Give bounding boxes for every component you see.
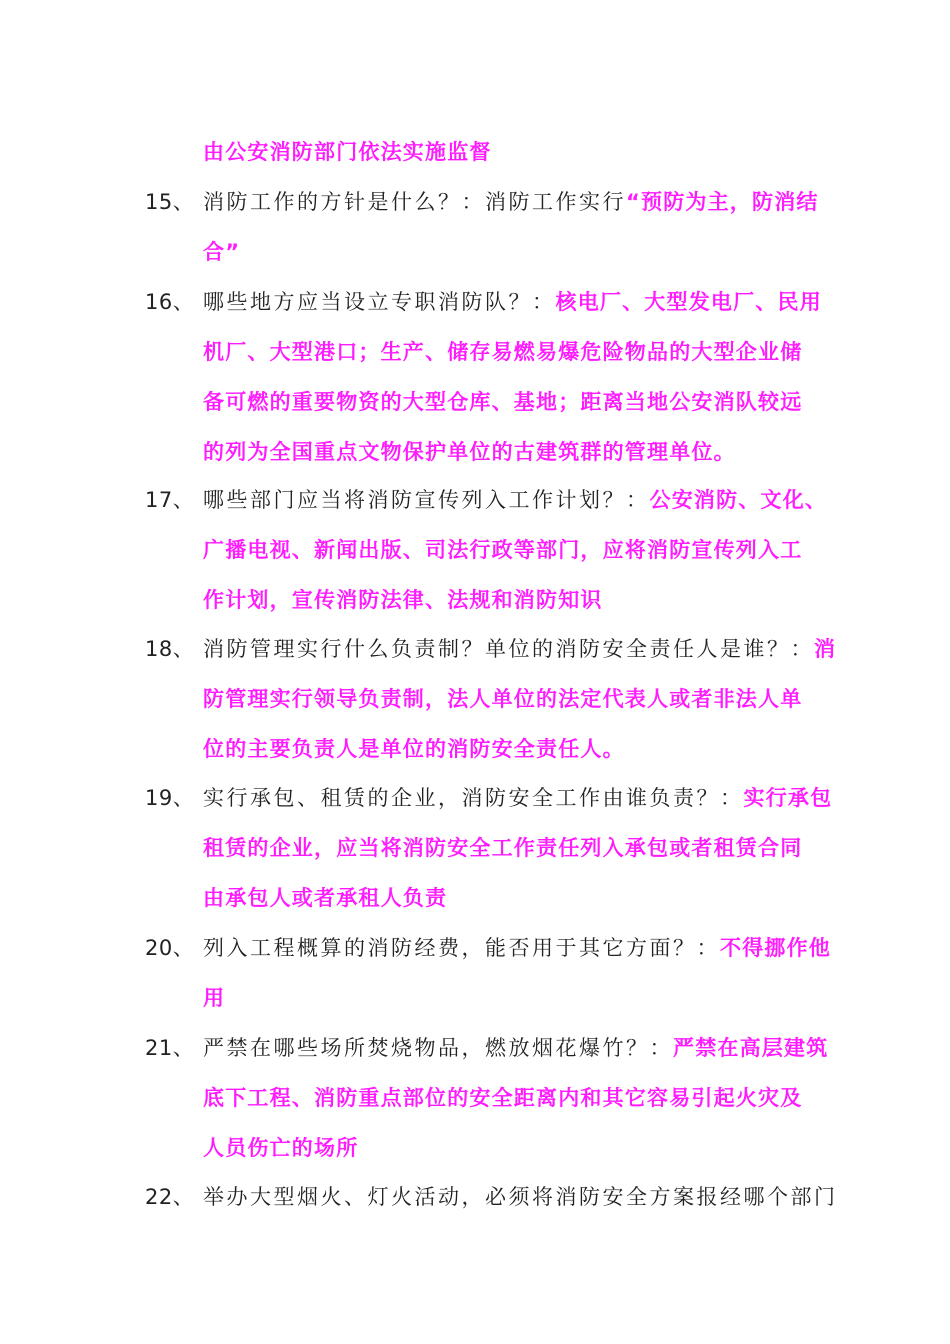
item-number: 19、 <box>145 786 195 810</box>
answer-text: 人员伤亡的场所 <box>203 1136 359 1160</box>
item-number: 22、 <box>145 1185 195 1209</box>
qa-line <box>0 973 950 1023</box>
question-text: 哪些地方应当设立专职消防队？： <box>203 290 556 314</box>
question-text: 实行承包、租赁的企业，消防安全工作由谁负责？： <box>203 786 744 810</box>
answer-text: 的列为全国重点文物保护单位的古建筑群的管理单位。 <box>203 440 736 464</box>
qa-item-21 <box>0 1023 950 1173</box>
qa-line <box>0 873 950 923</box>
qa-item-19 <box>0 773 950 923</box>
item-number: 15、 <box>145 190 195 214</box>
qa-line <box>0 575 950 625</box>
answer-text: 严禁在高层建筑 <box>673 1036 829 1060</box>
answer-text: 备可燃的重要物资的大型仓库、基地；距离当地公安消队较远 <box>203 390 803 414</box>
qa-line <box>0 327 950 377</box>
intro-line <box>0 127 950 177</box>
item-number: 21、 <box>145 1036 195 1060</box>
qa-line <box>0 1172 950 1222</box>
answer-text: 公安消防、文化、 <box>649 488 828 512</box>
qa-item-20 <box>0 923 950 1023</box>
answer-text: 租赁的企业，应当将消防安全工作责任列入承包或者租赁合同 <box>203 836 803 860</box>
qa-line <box>0 1123 950 1173</box>
question-text: 哪些部门应当将消防宣传列入工作计划？： <box>203 488 650 512</box>
item-number: 17、 <box>145 488 195 512</box>
qa-line <box>0 525 950 575</box>
qa-line <box>0 624 950 674</box>
qa-line <box>0 773 950 823</box>
qa-line <box>0 823 950 873</box>
answer-text: 不得挪作他 <box>720 936 831 960</box>
qa-line <box>0 923 950 973</box>
qa-line <box>0 475 950 525</box>
intro-answer-text: 由公安消防部门依法实施监督 <box>203 140 492 164</box>
answer-text: 核电厂、大型发电厂、民用 <box>555 290 822 314</box>
answer-text: 作计划，宣传消防法律、法规和消防知识 <box>203 588 603 612</box>
qa-item-16 <box>0 277 950 477</box>
qa-line <box>0 427 950 477</box>
answer-text: 机厂、大型港口；生产、储存易燃易爆危险物品的大型企业储 <box>203 340 803 364</box>
qa-item-22 <box>0 1172 950 1222</box>
qa-line <box>0 277 950 327</box>
answer-text: 防管理实行领导负责制，法人单位的法定代表人或者非法人单 <box>203 687 803 711</box>
qa-item-15 <box>0 177 950 277</box>
answer-text: 由承包人或者承租人负责 <box>203 886 448 910</box>
qa-line <box>0 674 950 724</box>
qa-line <box>0 1023 950 1073</box>
intro-block <box>0 127 950 177</box>
item-number: 20、 <box>145 936 195 960</box>
qa-item-17 <box>0 475 950 625</box>
question-text: 举办大型烟火、灯火活动，必须将消防安全方案报经哪个部门 <box>203 1185 838 1209</box>
answer-text: 广播电视、新闻出版、司法行政等部门，应将消防宣传列入工 <box>203 538 803 562</box>
answer-text: 实行承包 <box>743 786 833 810</box>
qa-line <box>0 177 950 227</box>
qa-line <box>0 1073 950 1123</box>
answer-text: 底下工程、消防重点部位的安全距离内和其它容易引起火灾及 <box>203 1086 803 1110</box>
answer-text: “预防为主，防消结 <box>626 190 819 214</box>
qa-line <box>0 724 950 774</box>
answer-text: 合” <box>203 240 241 264</box>
qa-line <box>0 377 950 427</box>
question-text: 消防工作的方针是什么？：消防工作实行 <box>203 190 626 214</box>
question-text: 消防管理实行什么负责制？单位的消防安全责任人是谁？： <box>203 637 814 661</box>
qa-item-18 <box>0 624 950 774</box>
answer-text: 消 <box>814 637 837 661</box>
item-number: 16、 <box>145 290 195 314</box>
qa-line <box>0 227 950 277</box>
question-text: 严禁在哪些场所焚烧物品，燃放烟花爆竹？： <box>203 1036 673 1060</box>
answer-text: 用 <box>203 986 226 1010</box>
item-number: 18、 <box>145 637 195 661</box>
answer-text: 位的主要负责人是单位的消防安全责任人。 <box>203 737 625 761</box>
question-text: 列入工程概算的消防经费，能否用于其它方面？： <box>203 936 720 960</box>
